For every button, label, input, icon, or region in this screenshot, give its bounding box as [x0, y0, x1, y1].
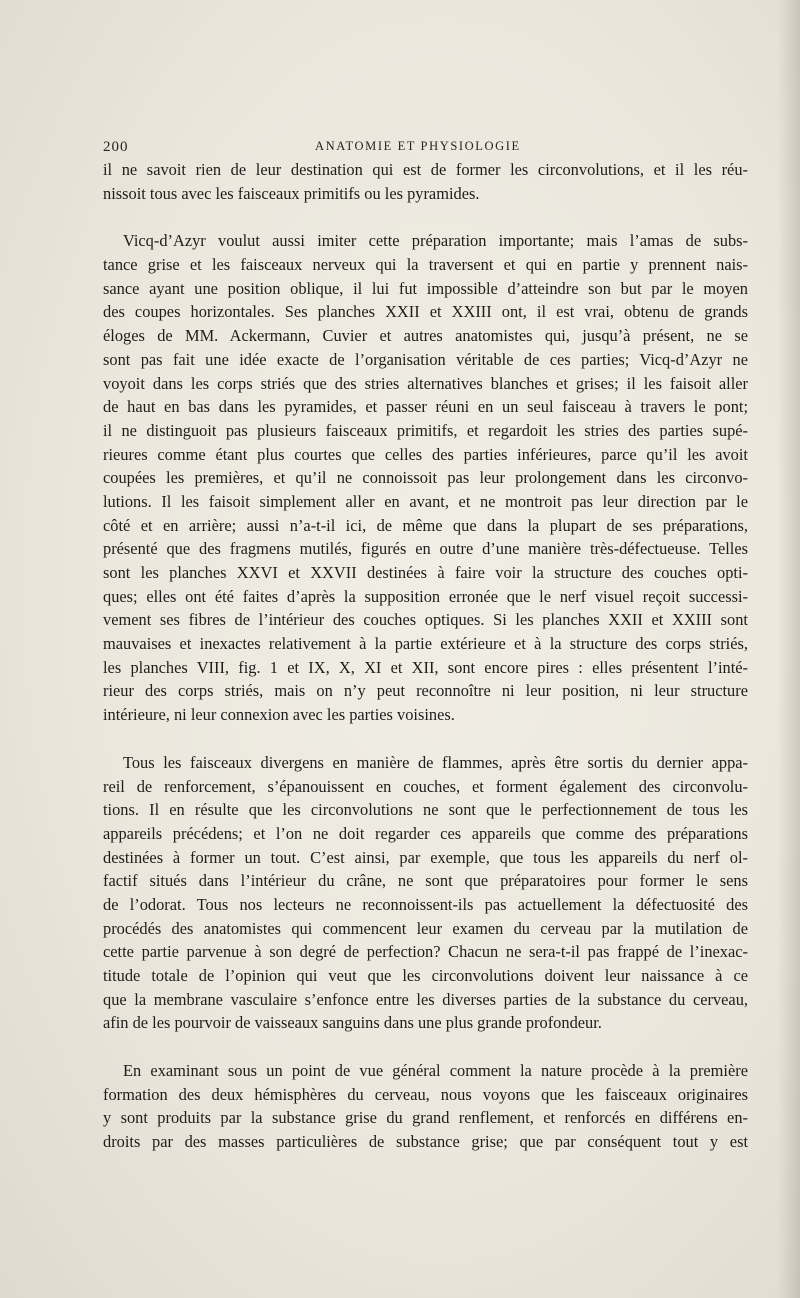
text-line: il ne distinguoit pas plusieurs faisceaux primitifs, et regardoit les stries des parties supé-	[103, 420, 748, 440]
text-line: afin de les pourvoir de vaisseaux sanguins dans une plus grande profondeur.	[103, 1013, 602, 1033]
text-line: Tous les faisceaux divergens en manière de flammes, après être sortis du dernier appa-	[123, 752, 748, 772]
text-line: En examinant sous un point de vue général comment la nature procède à la première	[123, 1061, 748, 1081]
text-line: formation des deux hémisphères du cerveau, nous voyons que les faisceaux originaires	[103, 1084, 748, 1104]
text-line: droits par des masses particulières de substance grise; que par conséquent tout y est	[103, 1132, 748, 1152]
text-line: que la membrane vasculaire s’enfonce entre les diverses parties de la substance du cerveau,	[103, 989, 748, 1009]
text-line: rieur des corps striés, mais on n’y peut reconnoître ni leur position, ni leur structure	[103, 681, 748, 701]
text-line: factif situés dans l’intérieur du crâne, ne sont que préparatoires pour former le sens	[103, 871, 748, 891]
body-text	[103, 158, 748, 1154]
text-line: procédés des anatomistes qui commencent leur examen du cerveau par la mutilation de	[103, 918, 748, 938]
text-line: titude totale de l’opinion qui veut que les circonvolutions doivent leur naissance à ce	[103, 966, 748, 985]
text-line: présenté que des fragmens mutilés, figurés en outre d’une manière très-défectueuse. Telles	[103, 539, 748, 559]
text-line: appareils précédens; et l’on ne doit regarder ces appareils que comme des préparations	[103, 823, 748, 843]
text-line: il ne savoit rien de leur destination qui est de former les circonvolutions, et il les réu-	[103, 160, 748, 179]
text-line: y sont produits par la substance grise du grand renflement, et renforcés en différens en-	[103, 1108, 748, 1128]
paragraph-4	[103, 1059, 748, 1154]
text-line: de l’odorat. Tous nos lecteurs ne reconnoissent-ils pas actuellement la défectuosité des	[103, 894, 748, 914]
text-line: sont les planches XXVI et XXVII destinées à faire voir la structure des couches opti-	[103, 563, 748, 582]
text-line: lutions. Il les faisoit simplement aller en avant, et ne montroit pas leur direction par le	[103, 491, 748, 511]
text-line: des coupes horizontales. Ses planches XXII et XXIII ont, il est vrai, obtenu de grands	[103, 302, 748, 322]
text-line: vement ses fibres de l’intérieur des couches optiques. Si les planches XXII et XXIII sont	[103, 610, 748, 630]
text-line: de haut en bas dans les pyramides, et passer réuni en un seul faisceau à travers le pont;	[103, 397, 748, 417]
text-line: tions. Il en résulte que les circonvolutions ne sont que le perfectionnement de tous les	[103, 800, 748, 820]
paragraph-3	[103, 751, 748, 1035]
text-line: intérieure, ni leur connexion avec les parties voisines.	[103, 705, 455, 725]
text-line: Vicq-d’Azyr voulut aussi imiter cette préparation importante; mais l’amas de subs-	[123, 231, 748, 251]
text-line: sont pas fait une idée exacte de l’organisation véritable de ces parties; Vicq-d’Azyr ne	[103, 349, 748, 369]
text-line: destinées à former un tout. C’est ainsi, par exemple, que tous les appareils du nerf ol-	[103, 847, 748, 867]
text-line: tance grise et les faisceaux nerveux qui la traversent et qui en partie y prennent nais-	[103, 255, 748, 275]
text-line: voyoit dans les corps striés que des stries alternatives blanches et grises; il les faisoit aller	[103, 373, 748, 393]
text-line: ques; elles ont été faites d’après la supposition erronée que le nerf visuel reçoit successi-	[103, 586, 748, 606]
text-line: reil de renforcement, s’épanouissent en couches, et forment également des circonvolu-	[103, 776, 748, 796]
text-line: côté et en arrière; aussi n’a-t-il ici, de même que dans la plupart de ses préparations,	[103, 515, 748, 535]
page-number: 200	[103, 139, 129, 155]
page-edge-shadow	[778, 0, 800, 1298]
paragraph-2	[103, 229, 748, 726]
text-line: rieures comme étant plus courtes que celles des parties inférieures, parce qu’il les avoit	[103, 444, 748, 464]
text-line: mauvaises et inexactes relativement à la partie extérieure et à la structure des corps striés,	[103, 634, 748, 654]
running-title: ANATOMIE ET PHYSIOLOGIE	[315, 139, 521, 153]
text-line: les planches VIII, fig. 1 et IX, X, XI et XII, sont encore pires : elles présentent l’inté-	[103, 657, 748, 677]
text-line: coupées les premières, et qu’il ne connoissoit pas leur prolongement dans les circonvo-	[103, 468, 748, 488]
paragraph-1	[103, 158, 748, 205]
text-line: cette partie parvenue à son degré de perfection? Chacun ne sera-t-il pas frappé de l’inexac-	[103, 942, 748, 962]
text-line: éloges de MM. Ackermann, Cuvier et autres anatomistes qui, jusqu’à présent, ne se	[103, 326, 748, 346]
text-line: sance ayant une position oblique, il lui fut impossible d’atteindre son but par le moyen	[103, 278, 748, 298]
text-line: nissoit tous avec les faisceaux primitifs ou les pyramides.	[103, 183, 480, 203]
